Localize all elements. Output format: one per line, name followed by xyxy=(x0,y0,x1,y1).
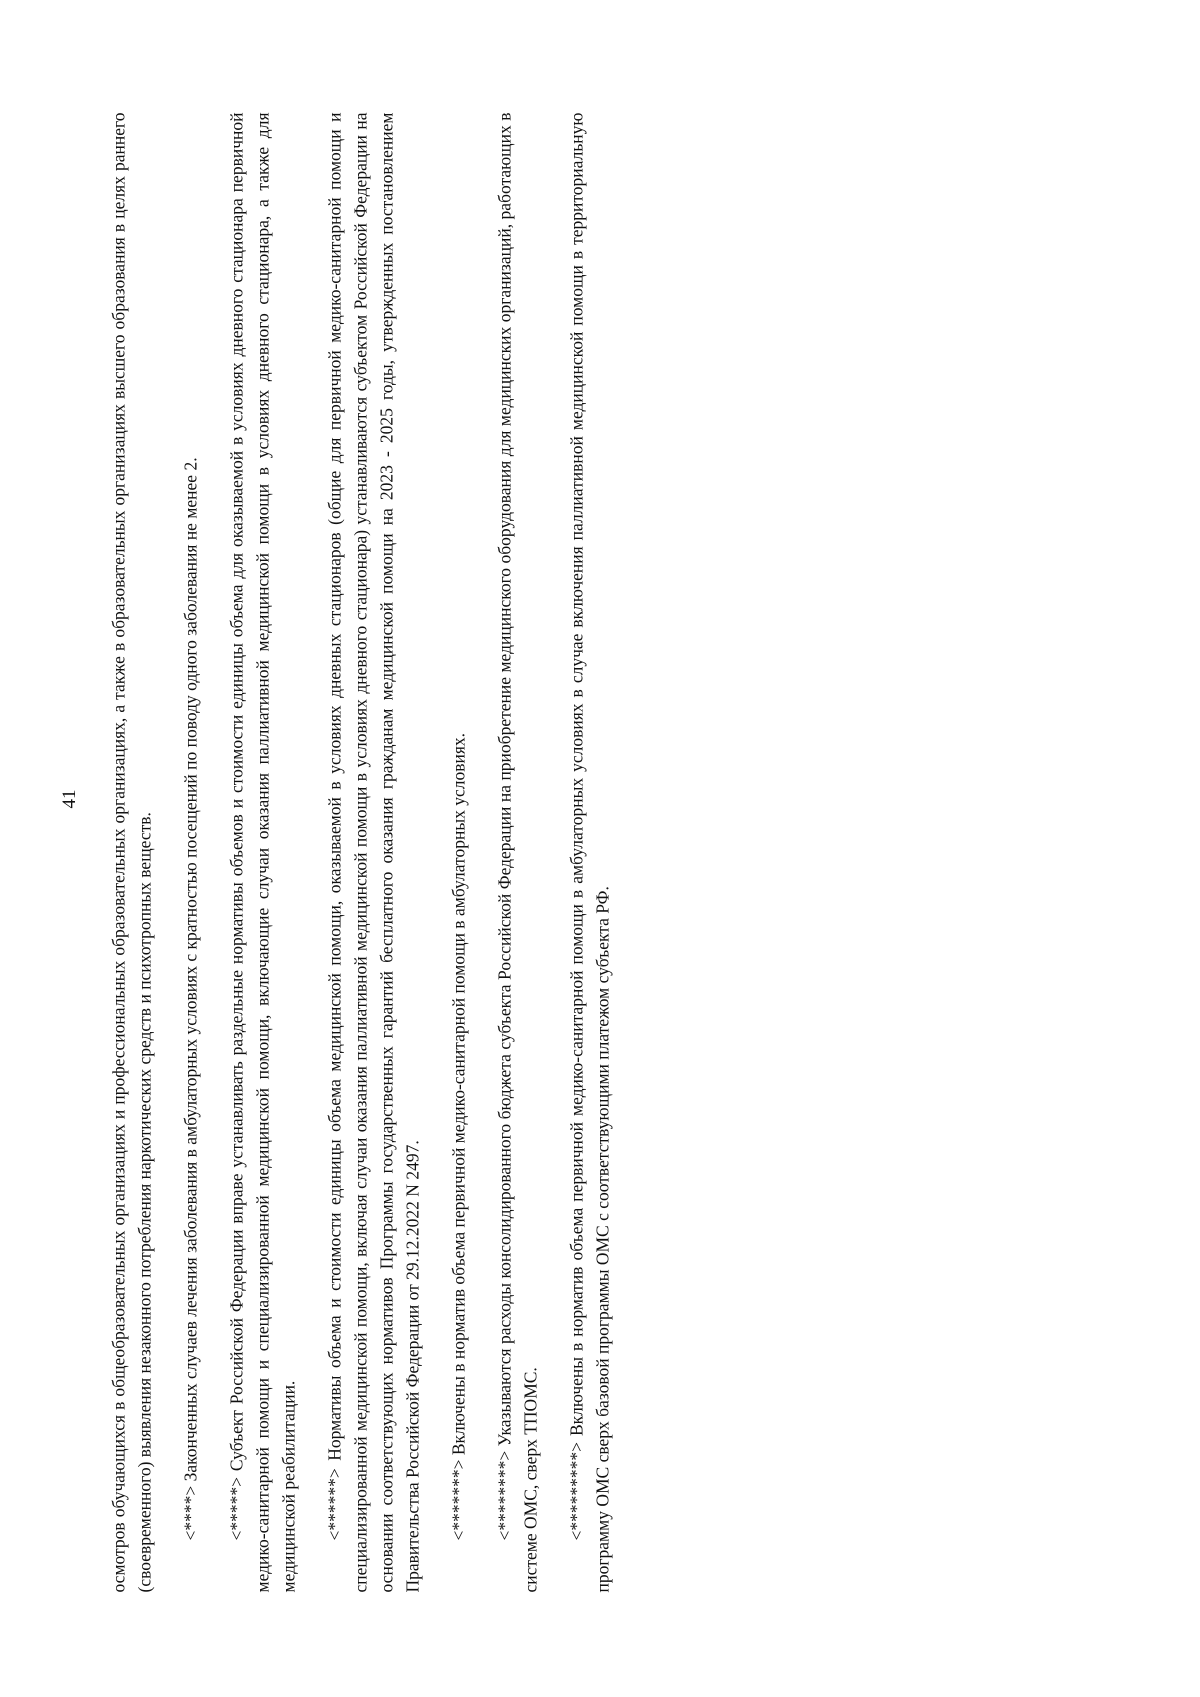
footnote-7: <*******> Включены в норматив объема первичной медико-санитарной помощи в амбулаторных условиях. xyxy=(448,732,469,1541)
footnote-8: <********> Указываются расходы консолидированного бюджета субъекта Российской Федерации на приобретение медицинского оборудования для медицинских организаций, работающих в системе ОМС, сверх ТПОМС. xyxy=(494,112,541,1593)
footnote-5: <*****> Субъект Российской Федерации вправе устанавливать раздельные нормативы объемов и стоимости единицы объема для оказываемой в условиях дневного стационара первичной медико-санитарной помощи и специализированной медицинской помощи, включающие случаи оказания паллиативной медицинской помощи в условиях дневного стационара, а также для медицинской реабилитации. xyxy=(226,112,299,1593)
paragraph-gap xyxy=(426,113,446,1593)
footnote-4: <****> Законченных случаев лечения заболевания в амбулаторных условиях с кратностью посещений по поводу одного заболевания не менее 2. xyxy=(180,457,201,1541)
rotated-text-block xyxy=(106,113,701,1593)
footnote-9: <*********> Включены в норматив объема первичной медико-санитарной помощи в амбулаторных условиях в случае включения паллиативной медицинской помощи в территориальную программу ОМС сверх базовой программы ОМС с соответствующими платежом субъекта РФ. xyxy=(566,112,613,1593)
footnote-6: <******> Нормативы объема и стоимости единицы объема медицинской помощи, оказываемой в условиях дневных стационаров (общие для первичной медико-санитарной помощи и специализированной медицинской помощи, включая случаи оказания паллиативной медицинской помощи в условиях дневного стационара) устанавливаются субъектом Российской Федерации на основании соответствующих нормативов Программы государственных гарантий бесплатного оказания гражданам медицинской помощи на 2023 - 2025 годы, утвержденных постановлением Правительства Российской Федерации от 29.12.2022 N 2497. xyxy=(324,112,423,1593)
paragraph-continuation: осмотров обучающихся в общеобразовательных организациях и профессиональных образовательных организациях, а также в образовательных организациях высшего образования в целях раннего (своевременного) выявления незаконного потребления наркотических средств и психотропных веществ. xyxy=(108,112,155,1593)
paragraph-gap xyxy=(158,113,178,1593)
paragraph-gap xyxy=(472,113,492,1593)
page-number: 41 xyxy=(59,789,80,809)
paragraph-gap xyxy=(544,113,564,1593)
paragraph-gap xyxy=(204,113,224,1593)
paragraph-gap xyxy=(302,113,322,1593)
